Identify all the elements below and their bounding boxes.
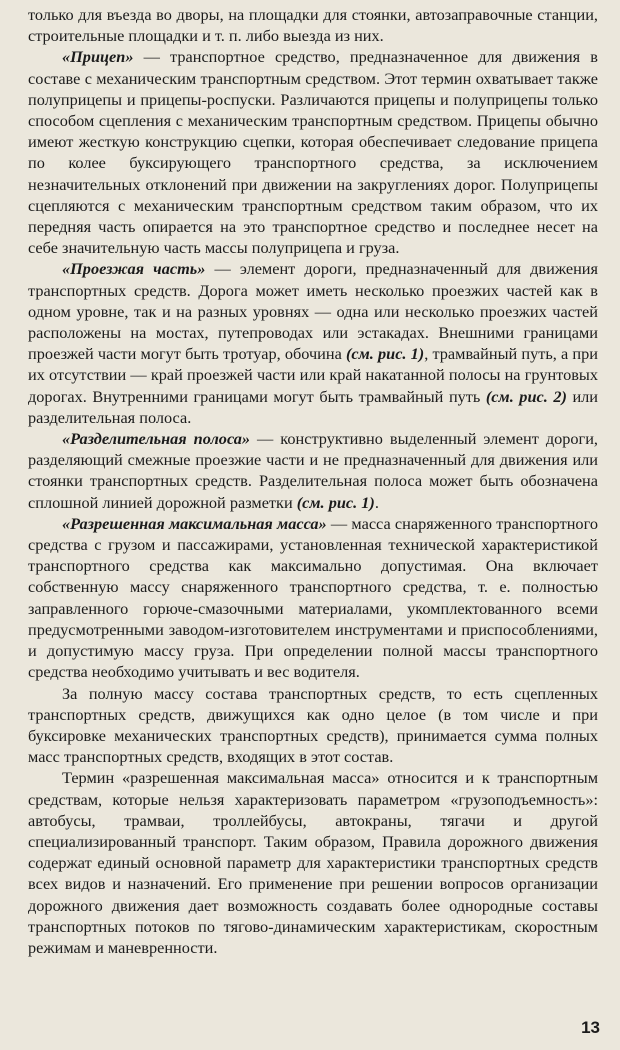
paragraph-termin: Термин «разрешенная максимальная масса» относится и к транспортным средствам, которые нельзя характеризовать параметром «грузоподъемность»: автобусы, трамваи, троллейбусы, автокраны, тягачи и другой специализированный транспорт. Таким образом, Правила дорожного движения содержат единый основной параметр для характеристики транспортных средств всех видов и назначений. Его применение при решении вопросов организации дорожного движения дает возможность создавать более однородные составы транспортных потоков по тягово-динамическим характеристикам, скоростным режимам и маневренности. bbox=[28, 768, 598, 957]
term-razreshennaya-massa: «Разрешенная максимальная масса» bbox=[62, 513, 327, 533]
body-text bbox=[28, 4, 598, 958]
term-proezzhaya-chast: «Проезжая часть» bbox=[62, 259, 206, 279]
figure-ref: (см. рис. 1) bbox=[296, 492, 375, 512]
term-razdelitelnaya-polosa: «Разделительная полоса» bbox=[62, 429, 251, 449]
figure-ref: (см. рис. 1) bbox=[345, 344, 425, 364]
paragraph-pritsep: «Прицеп» — транспортное средство, предназначенное для движения в составе с механическим транспортным средством. Этот термин охватывает также полуприцепы и прицепы-роспуски. Различаются прицепы и полуприцепы только способом сцепления с механическим транспортным средством. Прицепы обычно имеют жесткую конструкцию сцепки, которая обеспечивает следование прицепа по колее буксирующего транспортного средства, за исключением незначительных отклонений при движении на закруглениях дорог. Полуприцепы сцепляются с механическим транспортным средством таким образом, что их передняя часть опирается на это транспортное средство и последнее несет на себе значительную часть массы полуприцепа и груза. bbox=[28, 47, 598, 258]
paragraph-proezzhaya-chast: «Проезжая часть» — элемент дороги, предназначенный для движения транспортных средств. Дорога может иметь несколько проезжих частей как в одном уровне, так и на разных уровнях — одна или несколько проезжих частей расположены на мостах, путепроводах или эстакадах. Внешними границами проезжей части могут быть тротуар, обочина (см. рис. 1), трамвайный путь, а при их отсутствии — край проезжей части или край накатанной полосы на грунтовых дорогах. Внутренними границами могут быть трамвайный путь (см. рис. 2) или разделительная полоса. bbox=[28, 259, 598, 427]
figure-ref: (см. рис. 2) bbox=[485, 386, 567, 406]
paragraph-polnaya-massa-sostava: За полную массу состава транспортных средств, то есть сцепленных транспортных средств, движущихся как одно целое (в том числе и при буксировке механических транспортных средств), принимается сумма полных масс транспортных средств, входящих в этот состав. bbox=[28, 683, 598, 767]
paragraph-razreshennaya-massa: «Разрешенная максимальная масса» — масса снаряженного транспортного средства с грузом и пассажирами, установленная технической характеристикой транспортного средства как максимально допустимая. Она включает собственную массу снаряженного транспортного средства, т. е. полностью заправленного горюче-смазочными материалами, укомплектованного всеми предусмотренными заводом-изготовителем инструментами и приспособлениями, и допустимую массу груза. При определении полной массы транспортного средства необходимо учитывать и вес водителя. bbox=[28, 513, 598, 682]
paragraph-razdelitelnaya-polosa: «Разделительная полоса» — конструктивно выделенный элемент дороги, разделяющий смежные проезжие части и не предназначенный для движения или стоянки транспортных средств. Разделительная полоса может быть обозначена сплошной линией дорожной разметки (см. рис. 1). bbox=[28, 429, 598, 512]
paragraph-continued: только для въезда во дворы, на площадки для стоянки, автозаправочные станции, строительные площадки и т. п. либо выезда из них. bbox=[28, 5, 598, 46]
term-pritsep: «Прицеп» bbox=[62, 47, 134, 67]
page-number: 13 bbox=[581, 1018, 600, 1037]
